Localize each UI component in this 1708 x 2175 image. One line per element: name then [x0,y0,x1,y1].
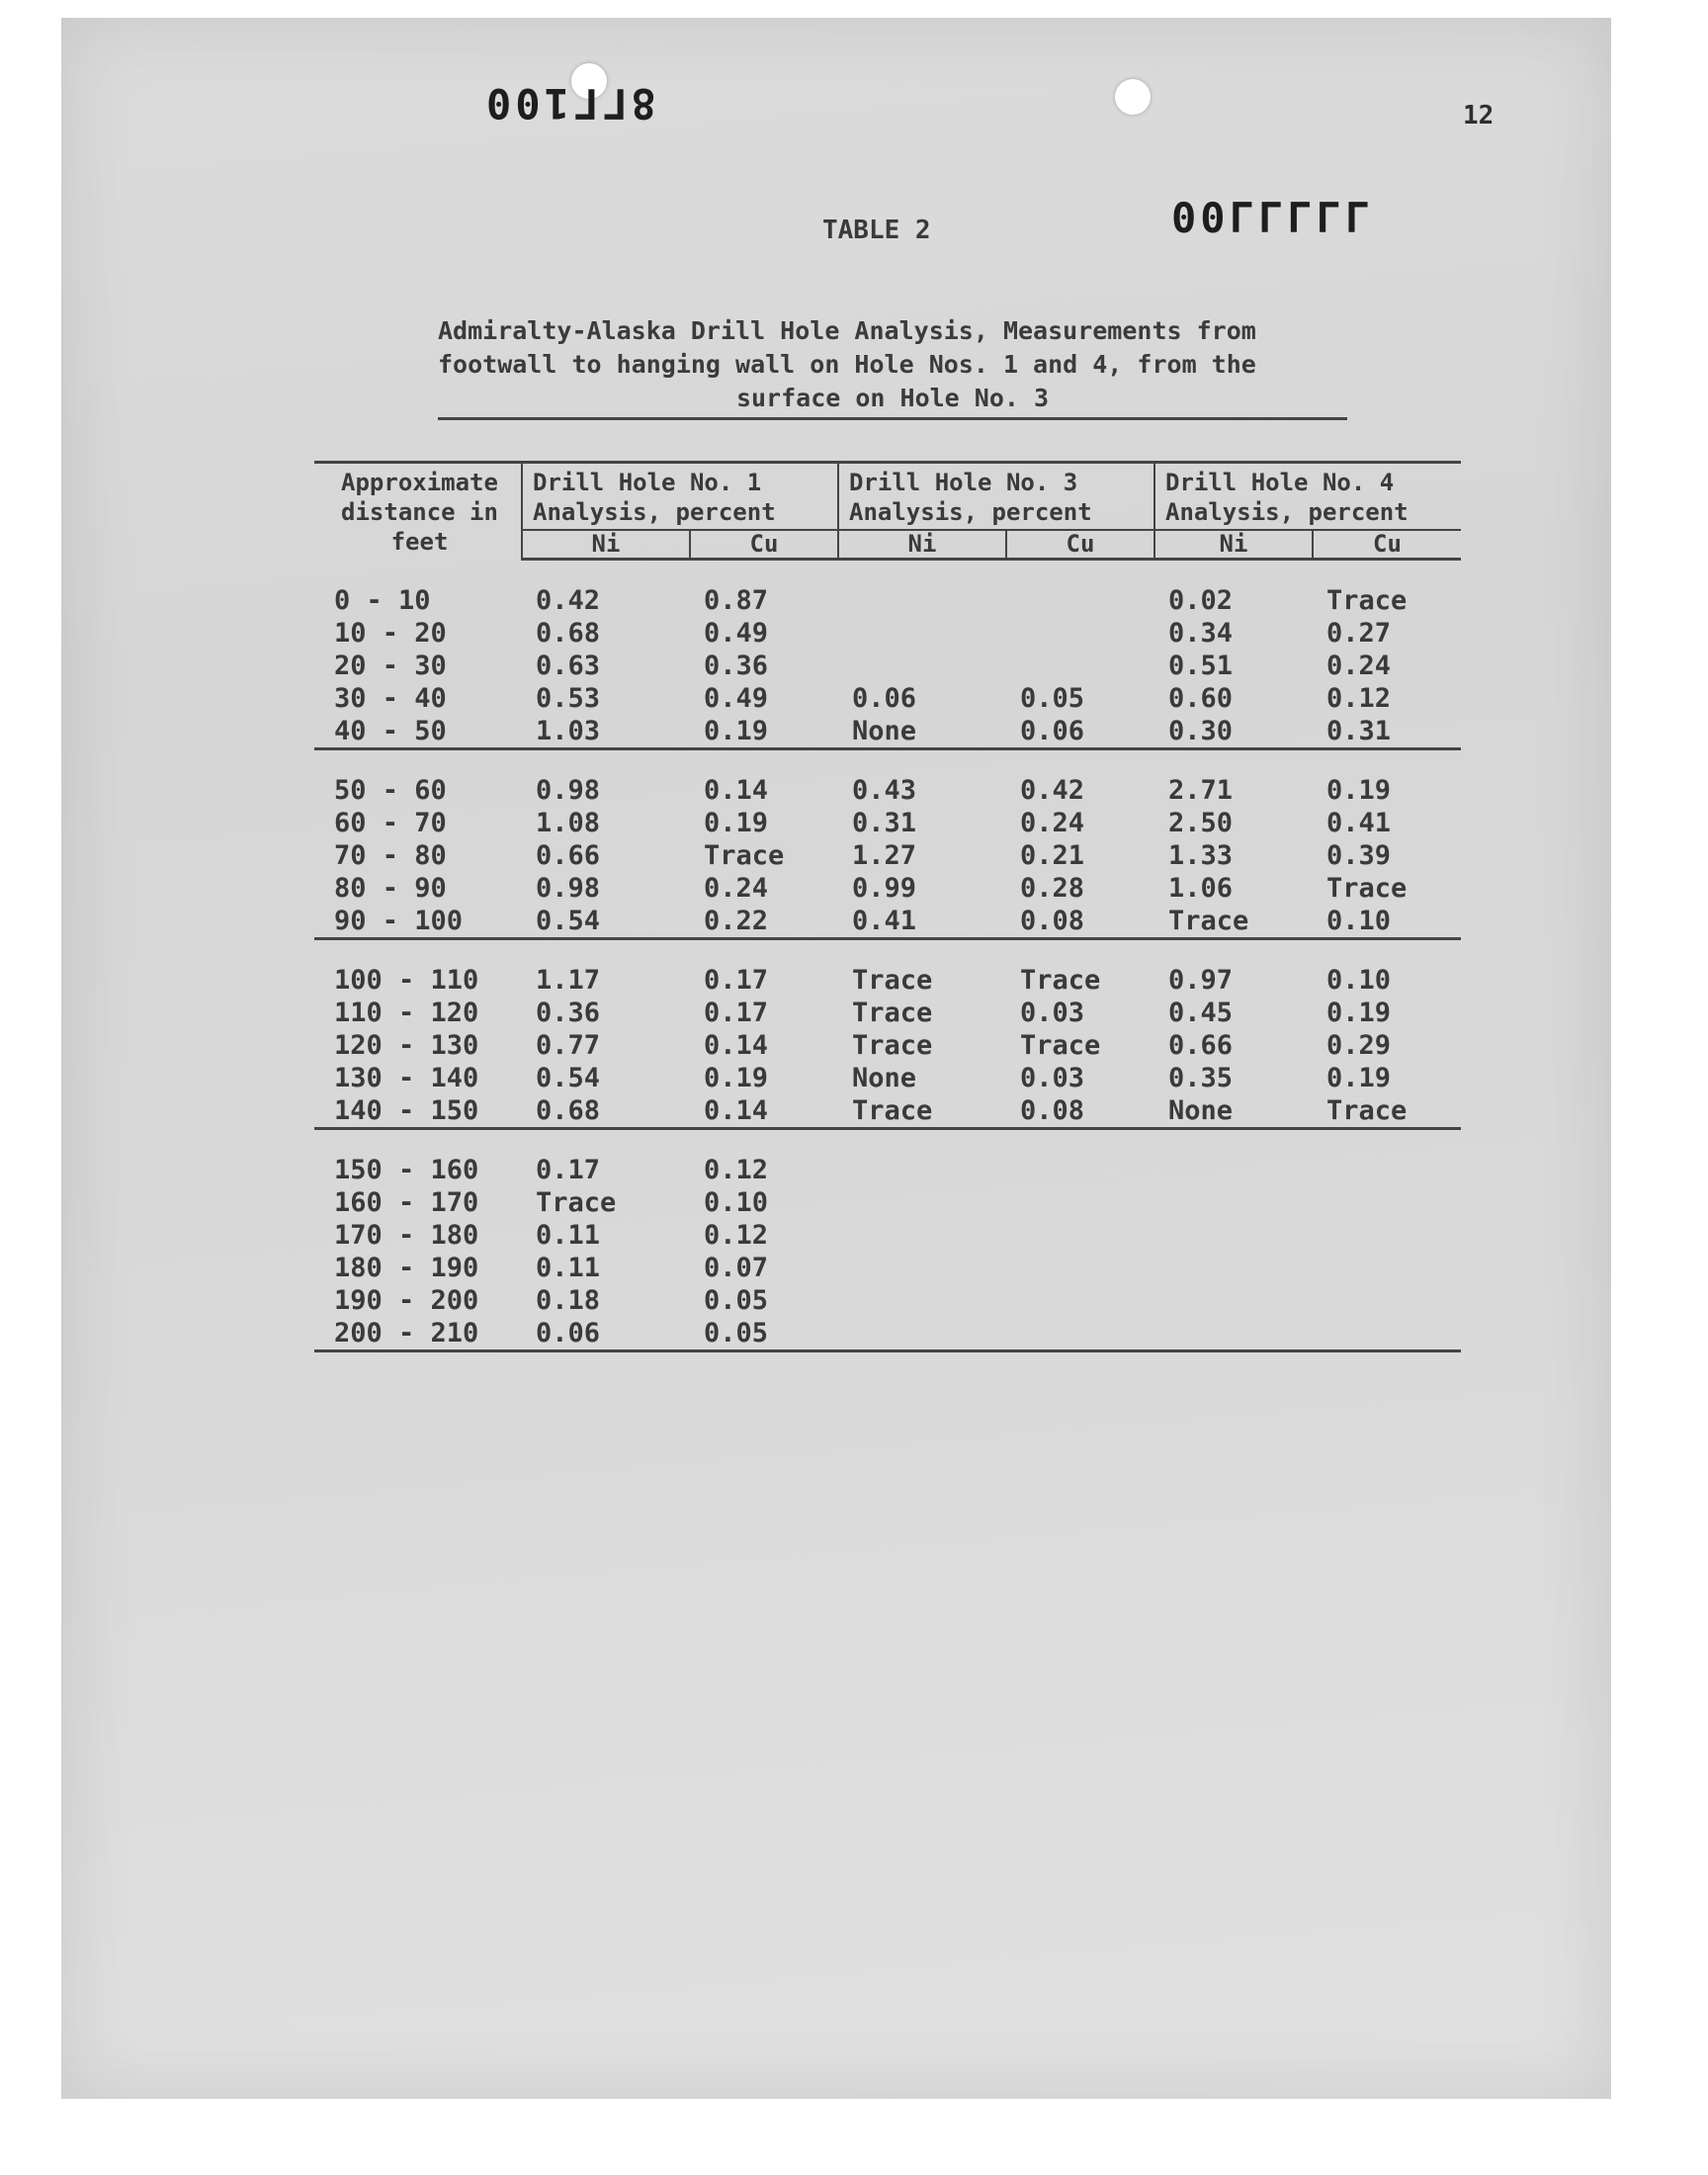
group-spacer [314,938,1461,964]
group-spacer [314,1128,1461,1154]
cell-hole3-cu: 0.03 [1020,1062,1085,1093]
cell-hole4-ni: 1.33 [1168,839,1234,871]
table-row [314,1219,1461,1252]
cell-hole3-cu [1006,1284,1154,1317]
header-hole1-cu: Cu [690,530,838,559]
stamp-number-top-left: 8ΓΓ100 [482,79,656,128]
cell-hole3-cu: 0.28 [1020,872,1085,904]
cell-hole3-cu: 0.05 [1020,682,1085,714]
cell-hole4-cu: 0.27 [1326,617,1392,649]
cell-hole4-ni [1154,1219,1313,1252]
cell-distance: 170 - 180 [334,1219,479,1251]
cell-hole4-ni [1154,1252,1313,1284]
cell-hole1-cu: 0.19 [690,715,838,749]
cell-hole1-ni: 0.66 [536,839,601,871]
table-body [314,559,1461,1350]
header-hole3-cu: Cu [1006,530,1154,559]
header-approximate-distance: Approximate distance in feet [314,463,522,560]
cell-hole1-cu: 0.05 [704,1284,769,1316]
cell-hole3-ni [838,1154,1006,1186]
cell-distance: 60 - 70 [334,807,447,838]
cell-hole1-ni: 0.98 [536,774,601,806]
cell-hole3-ni [838,650,1006,682]
cell-hole4-ni: 0.97 [1168,964,1234,996]
page-number: 12 [1463,101,1494,130]
cell-distance: 0 - 10 [334,584,431,616]
header-hole3-ni: Ni [838,530,1006,559]
table-row [314,1186,1461,1219]
cell-hole1-cu: 0.49 [704,617,769,649]
cell-hole3-cu [1006,617,1154,650]
cell-hole1-cu: 0.10 [704,1186,769,1218]
cell-hole4-cu: 0.24 [1326,650,1392,681]
cell-hole4-ni: Trace [1154,905,1313,939]
cell-hole3-ni [838,1186,1006,1219]
cell-hole4-cu: 0.41 [1326,807,1392,838]
cell-hole1-ni: 0.68 [536,617,601,649]
cell-hole3-cu [1006,1219,1154,1252]
cell-hole4-cu: 0.31 [1313,715,1461,749]
cell-hole3-ni: 1.27 [852,839,917,871]
cell-hole4-ni [1154,1154,1313,1186]
table-row [314,1094,1461,1129]
cell-hole3-ni [838,584,1006,617]
cell-hole1-cu: 0.87 [704,584,769,616]
cell-hole3-cu: 0.08 [1006,905,1154,939]
cell-hole1-ni: 0.11 [536,1252,601,1283]
cell-distance: 130 - 140 [334,1062,479,1093]
cell-hole4-ni: 0.66 [1168,1029,1234,1061]
cell-hole3-ni [838,1284,1006,1317]
cell-hole4-ni: 0.45 [1168,997,1234,1028]
cell-hole1-cu: 0.14 [690,1094,838,1129]
stamp-number-top-right: 00ΓΓΓΓΓ [1171,194,1375,242]
cell-distance: 160 - 170 [334,1186,479,1218]
table-row [314,964,1461,997]
cell-hole1-cu: 0.05 [690,1317,838,1351]
caption-line-2: footwall to hanging wall on Hole Nos. 1 and 4, from the [438,350,1256,379]
cell-hole4-ni [1154,1317,1313,1351]
cell-hole1-cu: 0.17 [704,964,769,996]
cell-hole4-cu [1313,1154,1461,1186]
cell-distance: 190 - 200 [334,1284,479,1316]
cell-hole4-cu: 0.19 [1326,997,1392,1028]
cell-hole1-cu: 0.49 [704,682,769,714]
cell-distance: 40 - 50 [314,715,522,749]
cell-hole4-ni: 1.06 [1168,872,1234,904]
cell-hole3-ni: 0.41 [838,905,1006,939]
cell-hole3-cu: 0.03 [1020,997,1085,1028]
cell-hole1-cu: 0.22 [690,905,838,939]
cell-hole1-ni: Trace [536,1186,617,1218]
cell-distance: 110 - 120 [334,997,479,1028]
table-row [314,872,1461,905]
cell-hole3-ni [838,1219,1006,1252]
table-row [314,1154,1461,1186]
table-row [314,1284,1461,1317]
cell-hole1-ni: 0.18 [536,1284,601,1316]
cell-hole1-cu: 0.19 [704,1062,769,1093]
header-hole4-ni: Ni [1154,530,1313,559]
cell-hole4-ni [1154,1284,1313,1317]
cell-hole4-ni: 2.50 [1168,807,1234,838]
cell-hole4-cu: 0.39 [1326,839,1392,871]
cell-hole1-cu: 0.36 [704,650,769,681]
cell-hole3-ni: 0.43 [852,774,917,806]
caption-underline [438,417,1347,420]
table-row [314,1029,1461,1062]
cell-hole4-ni: 0.51 [1168,650,1234,681]
table-label: TABLE 2 [822,216,931,245]
cell-hole3-cu [1006,1252,1154,1284]
cell-hole1-ni: 0.06 [522,1317,690,1351]
cell-hole1-ni: 0.54 [522,905,690,939]
cell-hole1-ni: 1.17 [536,964,601,996]
cell-hole4-cu [1313,1186,1461,1219]
cell-hole3-ni: None [852,1062,917,1093]
cell-distance: 30 - 40 [334,682,447,714]
caption-line-3: surface on Hole No. 3 [735,384,1050,412]
cell-hole1-ni: 0.17 [536,1154,601,1185]
group-spacer [314,559,1461,584]
cell-hole3-ni: Trace [852,1029,933,1061]
cell-hole4-cu: Trace [1313,1094,1461,1129]
header-drill-hole-4: Drill Hole No. 4 Analysis, percent [1154,463,1461,531]
cell-hole1-cu: 0.24 [704,872,769,904]
cell-hole1-cu: 0.12 [704,1219,769,1251]
cell-distance: 50 - 60 [334,774,447,806]
cell-hole3-ni: 0.99 [852,872,917,904]
cell-hole3-ni: Trace [838,1094,1006,1129]
cell-hole3-ni: 0.06 [852,682,917,714]
cell-hole4-cu [1313,1317,1461,1351]
cell-hole1-ni: 0.53 [536,682,601,714]
cell-hole1-cu: 0.17 [704,997,769,1028]
cell-hole3-cu [1006,1186,1154,1219]
cell-hole4-cu: Trace [1326,584,1408,616]
cell-hole1-ni: 0.54 [536,1062,601,1093]
cell-distance: 120 - 130 [334,1029,479,1061]
header-drill-hole-3: Drill Hole No. 3 Analysis, percent [838,463,1154,531]
cell-hole1-ni: 0.42 [536,584,601,616]
table-row [314,997,1461,1029]
cell-hole4-ni: 0.35 [1168,1062,1234,1093]
cell-distance: 10 - 20 [334,617,447,649]
cell-hole1-cu: 0.14 [704,1029,769,1061]
cell-hole3-cu: 0.42 [1020,774,1085,806]
cell-hole3-ni [838,1317,1006,1351]
cell-hole1-cu: 0.07 [704,1252,769,1283]
cell-hole1-ni: 0.68 [522,1094,690,1129]
cell-hole4-cu: 0.19 [1326,1062,1392,1093]
table-row [314,807,1461,839]
table-row [314,1317,1461,1351]
cell-distance: 20 - 30 [334,650,447,681]
table-row [314,774,1461,807]
cell-distance: 140 - 150 [314,1094,522,1129]
cell-hole4-cu: 0.29 [1326,1029,1392,1061]
cell-hole4-ni: None [1154,1094,1313,1129]
cell-distance: 80 - 90 [334,872,447,904]
cell-hole4-ni: 0.30 [1154,715,1313,749]
cell-hole4-ni: 2.71 [1168,774,1234,806]
table-caption [438,314,1347,415]
cell-hole3-ni: 0.31 [852,807,917,838]
cell-distance: 90 - 100 [314,905,522,939]
cell-hole3-ni: None [838,715,1006,749]
cell-hole3-cu: 0.21 [1020,839,1085,871]
cell-hole1-ni: 0.11 [536,1219,601,1251]
cell-hole4-cu: 0.10 [1313,905,1461,939]
table-row [314,1062,1461,1094]
cell-hole4-cu: 0.19 [1326,774,1392,806]
cell-distance: 180 - 190 [334,1252,479,1283]
table-row [314,905,1461,939]
table-row [314,617,1461,650]
cell-hole3-cu: 0.06 [1006,715,1154,749]
table-row [314,1252,1461,1284]
header-drill-hole-1: Drill Hole No. 1 Analysis, percent [522,463,838,531]
cell-hole1-ni: 0.77 [536,1029,601,1061]
table-row [314,682,1461,715]
caption-line-1: Admiralty-Alaska Drill Hole Analysis, Measurements from [438,316,1256,345]
cell-hole1-cu: Trace [704,839,785,871]
drill-hole-analysis-table [314,461,1461,1352]
cell-hole1-cu: 0.19 [704,807,769,838]
cell-hole3-cu: 0.24 [1020,807,1085,838]
cell-hole4-ni: 0.02 [1168,584,1234,616]
header-hole4-cu: Cu [1313,530,1461,559]
cell-hole3-cu: Trace [1020,964,1101,996]
cell-hole4-ni [1154,1186,1313,1219]
cell-hole4-cu: 0.10 [1326,964,1392,996]
cell-hole4-ni: 0.60 [1168,682,1234,714]
cell-hole3-cu: 0.08 [1006,1094,1154,1129]
cell-hole3-cu [1006,584,1154,617]
cell-distance: 150 - 160 [334,1154,479,1185]
cell-hole1-ni: 0.98 [536,872,601,904]
cell-hole3-cu [1006,650,1154,682]
header-hole1-ni: Ni [522,530,690,559]
cell-hole3-ni: Trace [852,964,933,996]
table-row [314,584,1461,617]
cell-hole4-cu [1313,1219,1461,1252]
table-row [314,715,1461,749]
cell-hole3-cu [1006,1154,1154,1186]
cell-hole3-ni [838,1252,1006,1284]
cell-hole3-ni [838,617,1006,650]
cell-hole1-cu: 0.12 [704,1154,769,1185]
cell-hole1-ni: 0.36 [536,997,601,1028]
cell-hole1-ni: 0.63 [536,650,601,681]
cell-hole4-cu: 0.12 [1326,682,1392,714]
cell-hole1-cu: 0.14 [704,774,769,806]
cell-hole4-ni: 0.34 [1168,617,1234,649]
cell-hole3-ni: Trace [852,997,933,1028]
cell-distance: 200 - 210 [314,1317,522,1351]
cell-distance: 100 - 110 [334,964,479,996]
cell-hole1-ni: 1.03 [522,715,690,749]
cell-distance: 70 - 80 [334,839,447,871]
cell-hole4-cu: Trace [1326,872,1408,904]
cell-hole4-cu [1313,1284,1461,1317]
table-row [314,650,1461,682]
cell-hole1-ni: 1.08 [536,807,601,838]
table-row [314,839,1461,872]
cell-hole3-cu: Trace [1020,1029,1101,1061]
punch-hole-right [1115,79,1151,115]
cell-hole4-cu [1313,1252,1461,1284]
group-spacer [314,748,1461,774]
cell-hole3-cu [1006,1317,1154,1351]
